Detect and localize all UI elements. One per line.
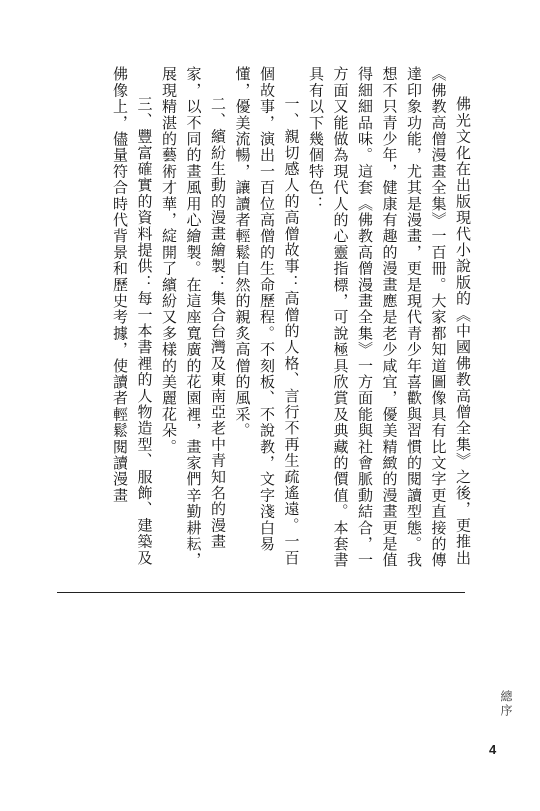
body-text	[57, 66, 475, 578]
feature-paragraph-2: 二、繽紛生動的漫畫繪製：集合台灣及東南亞老中青知名的漫畫家，以不同的畫風用心繪製。在這座寬廣的花園裡，畫家們辛勤耕耘，展現精湛的藝術才華，綻開了繽紛又多樣的美麗花朵。	[160, 66, 227, 569]
running-head: 總序	[499, 690, 513, 718]
feature-paragraph-1: 一、親切感人的高僧故事：高僧的人格、言行不再生疏遙遠。一百個故事，演出一百位高僧的生命歷程。不刻板、不說教，文字淺白易懂，優美流暢，讓讀者輕鬆自然的親炙高僧的風采。	[233, 66, 301, 566]
feature-paragraph-3: 三、豐富確實的資料提供：每一本書裡的人物造型、服飾、建築及佛像上，儘量符合時代背景和歷史考據，使讀者輕鬆閱讀漫畫	[111, 66, 154, 566]
horizontal-rule	[57, 592, 465, 593]
intro-paragraph: 佛光文化在出版現代小說版的《中國佛教高僧全集》之後，更推出《佛教高僧漫畫全集》一百冊。大家都知道圖像具有比文字更直接的傳達印象功能，尤其是漫畫，更是現代青少年喜歡與習慣的閱讀型態。我想不只青少年，健康有趣的漫畫應是老少咸宜，優美精緻的漫畫更是值得細細品味。這套《佛教高僧漫畫全集》一方面能與社會脈動結合，一方面又能做為現代人的心靈指標，可說極具欣賞及典藏的價值。本套書具有以下幾個特色：	[307, 66, 472, 569]
page-number: 4	[489, 742, 497, 757]
